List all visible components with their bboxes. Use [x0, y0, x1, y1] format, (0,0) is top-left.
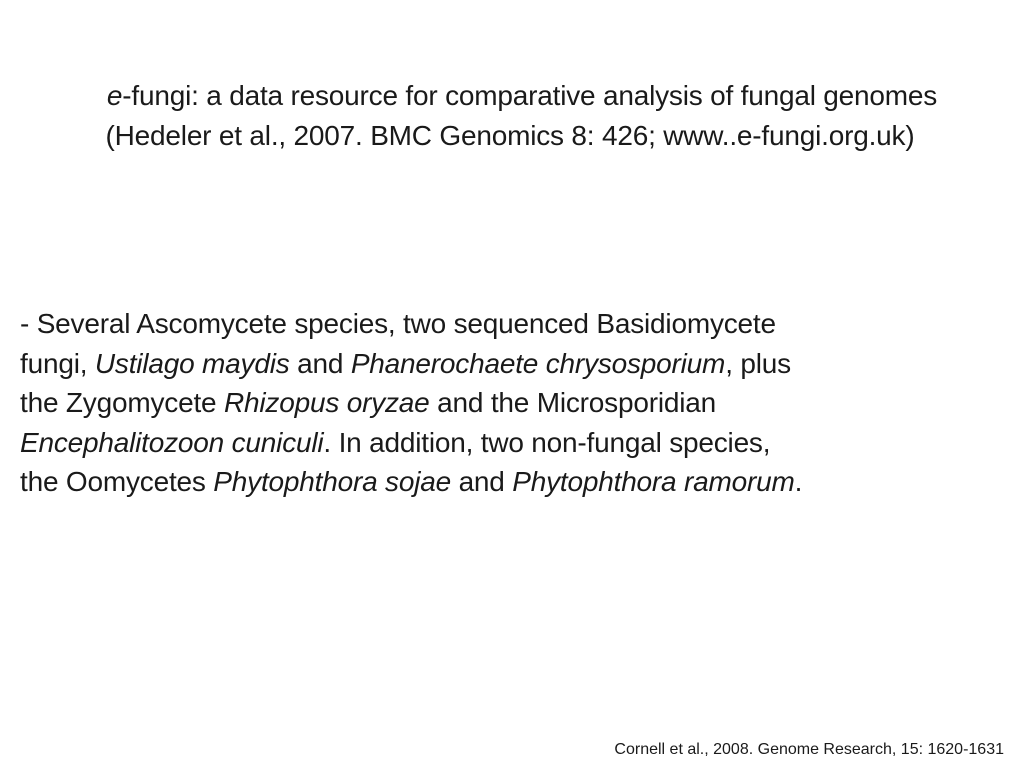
body-text-run: . In addition, two non-fungal species, — [323, 426, 771, 458]
title-line-1-text: -fungi: a data resource for comparative analysis of fungal genomes — [122, 80, 938, 111]
body-text-run: . — [794, 466, 803, 497]
species-phytophthora-sojae: Phytophthora sojae — [213, 466, 451, 497]
footer-citation: Cornell et al., 2008. Genome Research, 15: 1620-1631 — [614, 741, 1004, 758]
body-text-run: the Oomycetes — [20, 466, 214, 497]
species-rhizopus-oryzae: Rhizopus oryzae — [223, 387, 430, 418]
slide-title — [0, 76, 1024, 156]
body-line-4 — [20, 423, 1010, 463]
species-ustilago-maydis: Ustilago maydis — [94, 347, 290, 379]
body-text — [20, 304, 1010, 502]
body-line-3 — [20, 383, 1010, 423]
species-encephalitozoon-cuniculi: Encephalitozoon cuniculi — [20, 426, 324, 458]
body-text-run: and the Microsporidian — [429, 387, 716, 418]
body-line-2 — [20, 344, 1010, 384]
title-line-1 — [0, 76, 1024, 116]
title-line-2: (Hedeler et al., 2007. BMC Genomics 8: 426; www..e-fungi.org.uk) — [105, 120, 915, 151]
body-line-1: - Several Ascomycete species, two sequenced Basidiomycete — [20, 308, 776, 339]
body-text-run: and — [289, 347, 351, 379]
species-phanerochaete-chrysosporium: Phanerochaete chrysosporium — [350, 347, 726, 379]
title-italic-e: e — [106, 80, 123, 111]
body-text-run: and — [450, 466, 513, 497]
body-text-run: , plus — [725, 347, 791, 379]
body-text-run: the Zygomycete — [20, 387, 224, 418]
species-phytophthora-ramorum: Phytophthora ramorum — [512, 466, 795, 497]
body-text-run: fungi, — [20, 347, 95, 379]
body-line-5 — [20, 462, 1010, 502]
